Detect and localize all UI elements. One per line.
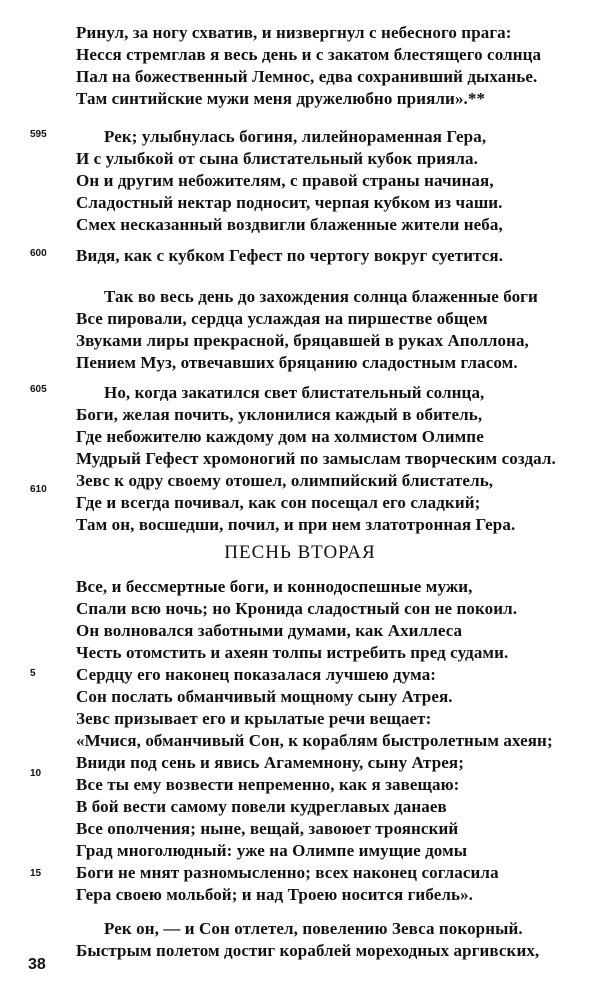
verse-line: Зевс призывает его и крылатые речи вещает: bbox=[76, 709, 432, 728]
verse-line: Гера своею мольбой; и над Троею носится гибель». bbox=[76, 885, 474, 904]
line-number: 610 bbox=[30, 484, 47, 495]
verse-line: Но, когда закатился свет блистательный солнца, bbox=[104, 383, 485, 402]
verse-line: Где небожителю каждому дом на холмистом Олимпе bbox=[76, 427, 484, 446]
verse-line: Видя, как с кубком Гефест по чертогу вокруг суетится. bbox=[76, 246, 504, 265]
verse-line: Так во весь день до захождения солнца блаженные боги bbox=[104, 287, 538, 306]
verse-line: Рек он, — и Сон отлетел, повелению Зевса покорный. bbox=[104, 919, 523, 938]
verse-line: И с улыбкой от сына блистательный кубок прияла. bbox=[76, 149, 478, 168]
verse-line: Пением Муз, отвечавших бряцанию сладостным гласом. bbox=[76, 353, 518, 372]
verse-line: Мудрый Гефест хромоногий по замыслам творческим создал. bbox=[76, 449, 556, 468]
verse-line: Все ты ему возвести непременно, как я завещаю: bbox=[76, 775, 460, 794]
verse-line: Там он, восшедши, почил, и при нем златотронная Гера. bbox=[76, 515, 516, 534]
line-number: 5 bbox=[30, 668, 36, 679]
verse-line: В бой вести самому повели кудреглавых данаев bbox=[76, 797, 447, 816]
verse-line: Сердцу его наконец показалася лучшею дума: bbox=[76, 665, 437, 684]
verse-line: Все пировали, сердца услаждая на пиршестве общем bbox=[76, 309, 488, 328]
verse-line: Пал на божественный Лемнос, едва сохранивший дыханье. bbox=[76, 67, 538, 86]
line-number: 600 bbox=[30, 248, 47, 259]
verse-line: Град многолюдный: уже на Олимпе имущие домы bbox=[76, 841, 468, 860]
verse-line: Он волновался заботными думами, как Ахиллеса bbox=[76, 621, 463, 640]
line-number: 15 bbox=[30, 868, 42, 879]
verse-line: Все ополчения; ныне, вещай, завоюет троянский bbox=[76, 819, 459, 838]
verse-line: Ринул, за ногу схватив, и низвергнул с небесного прага: bbox=[76, 23, 512, 42]
verse-line: Зевс к одру своему отошел, олимпийский блистатель, bbox=[76, 471, 494, 490]
verse-line: Он и другим небожителям, с правой страны начиная, bbox=[76, 171, 494, 190]
verse-line: Быстрым полетом достиг кораблей мореходных аргивских, bbox=[76, 941, 540, 960]
song-heading: ПЕСНЬ ВТОРАЯ bbox=[224, 542, 376, 563]
line-number: 605 bbox=[30, 384, 47, 395]
verse-line: Сладостный нектар подносит, черпая кубком из чаши. bbox=[76, 193, 503, 212]
page-number: 38 bbox=[28, 956, 46, 973]
verse-line: Вниди под сень и явись Агамемнону, сыну Атрея; bbox=[76, 753, 464, 772]
verse-line: Сон послать обманчивый мощному сыну Атрея. bbox=[76, 687, 453, 706]
verse-line: Где и всегда почивал, как сон посещал его сладкий; bbox=[76, 493, 481, 512]
verse-line: «Мчися, обманчивый Сон, к кораблям быстролетным ахеян; bbox=[76, 731, 553, 750]
line-number: 10 bbox=[30, 768, 42, 779]
verse-line: Боги, желая почить, уклонилися каждый в обитель, bbox=[76, 405, 483, 424]
verse-line: Честь отомстить и ахеян толпы истребить пред судами. bbox=[76, 643, 509, 662]
line-number: 595 bbox=[30, 129, 47, 140]
verse-line: Рек; улыбнулась богиня, лилейнораменная Гера, bbox=[104, 127, 487, 146]
verse-line: Все, и бессмертные боги, и коннодоспешные мужи, bbox=[76, 577, 473, 596]
verse-line: Спали всю ночь; но Кронида сладостный сон не покоил. bbox=[76, 599, 518, 618]
verse-line: Несся стремглав я весь день и с закатом блестящего солнца bbox=[76, 45, 542, 64]
verse-line: Звуками лиры прекрасной, бряцавшей в руках Аполлона, bbox=[76, 331, 529, 350]
verse-line: Смех несказанный воздвигли блаженные жители неба, bbox=[76, 215, 503, 234]
verse-line: Там синтийские мужи меня дружелюбно прияли».** bbox=[76, 89, 486, 108]
verse-line: Боги не мнят разномысленно; всех наконец согласила bbox=[76, 863, 499, 882]
